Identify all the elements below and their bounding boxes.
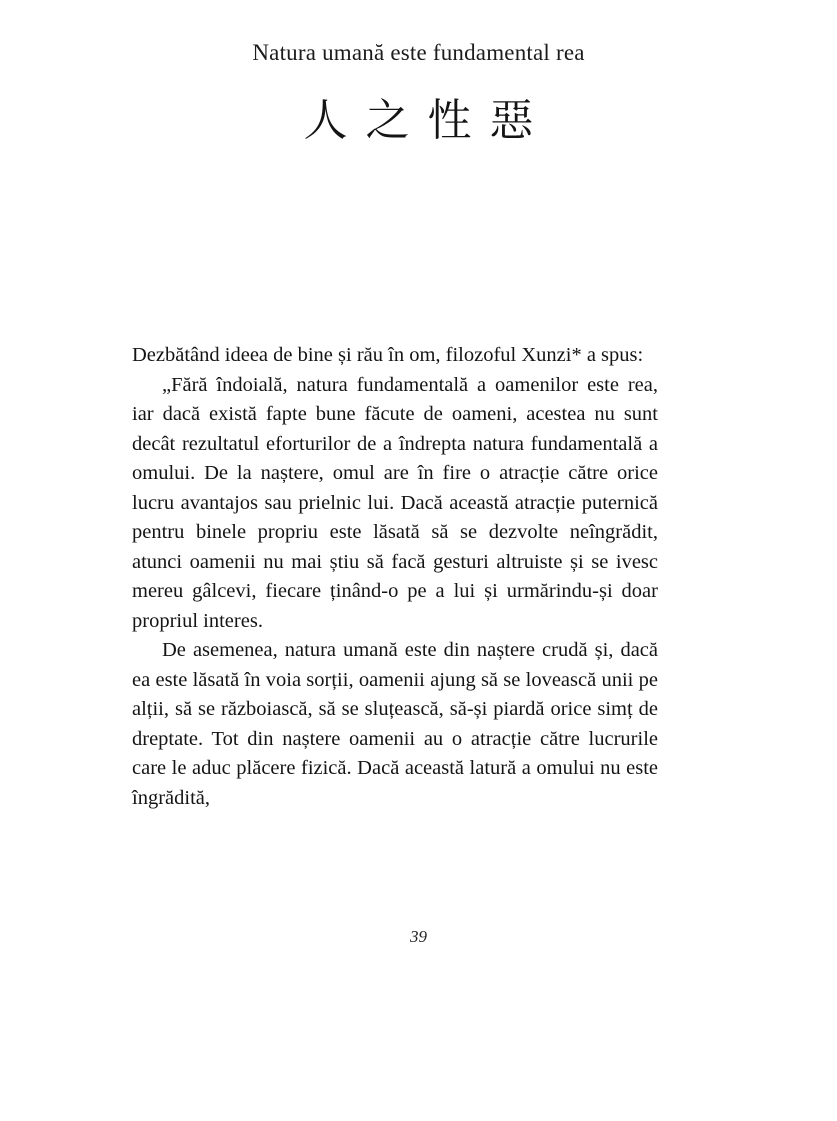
- paragraph-quote-1: „Fără îndoială, natura fundamentală a oamenilor este rea, iar dacă există fapte bune făcute de oameni, acestea nu sunt decât rezultatul eforturilor de a îndrepta natura fundamentală a omului. De la naștere, omul are în fire o atracție către orice lucru avantajos sau prielnic lui. Dacă această atracție puternică pentru binele propriu este lăsată să se dezvolte neîngrădit, atunci oamenii nu mai știu să facă gesturi altruiste și se ivesc mereu gâlcevi, fiecare ținând-o pe a lui și urmărindu-și doar propriul interes.: [132, 373, 658, 632]
- chapter-title: Natura umană este fundamental rea: [252, 40, 585, 65]
- paragraph-intro: Dezbătând ideea de bine și rău în om, filozoful Xunzi* a spus:: [132, 344, 644, 366]
- body-text: [132, 341, 658, 813]
- paragraph-quote-2: De asemenea, natura umană este din naștere crudă și, dacă ea este lăsată în voia sorții, oamenii ajung să se lovească unii pe alții, să se războiască, să se sluțească, să-și piardă orice simț de dreptate. Tot din naștere oamenii au o atracție către lucrurile care le aduc plăcere fizică. Dacă această latură a omului nu este îngrădită,: [132, 639, 658, 809]
- page-number: 39: [410, 927, 427, 946]
- chinese-chapter-title: 人之性惡: [303, 96, 552, 145]
